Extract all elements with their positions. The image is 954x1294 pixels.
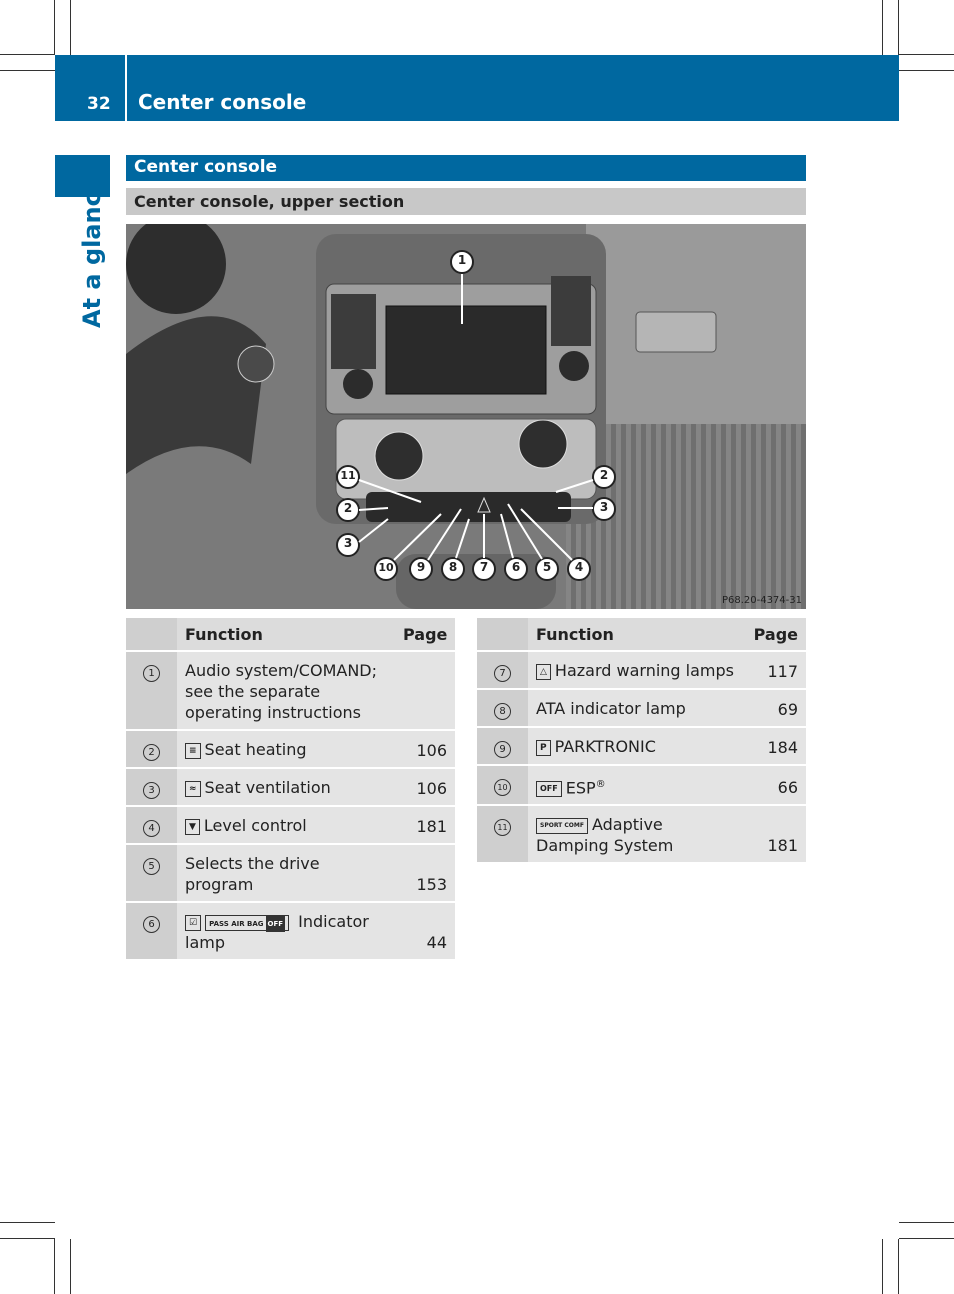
crop-mark	[54, 0, 55, 55]
crop-mark	[70, 1239, 71, 1294]
page-number: 32	[87, 94, 111, 114]
center-console-photo	[126, 224, 806, 609]
table-header-row	[126, 618, 455, 651]
table-row	[477, 727, 806, 765]
page-cell: 106	[395, 730, 455, 768]
function-text: Indicator lamp	[185, 912, 369, 952]
crop-mark	[0, 70, 55, 71]
function-text: Seat ventilation	[204, 778, 331, 797]
function-cell: Selects the drive program	[177, 844, 395, 902]
function-column-header: Function	[177, 618, 395, 651]
item-number: 4	[143, 820, 160, 837]
item-number: 10	[494, 779, 511, 796]
item-number: 2	[143, 744, 160, 761]
level-control-icon: ▼	[185, 819, 200, 835]
item-number: 11	[494, 819, 511, 836]
page-cell: 181	[395, 806, 455, 844]
page-cell	[395, 651, 455, 730]
function-text: Seat heating	[204, 740, 307, 759]
subsection-title: Center console, upper section	[126, 188, 806, 215]
page-cell: 181	[744, 805, 806, 863]
crop-mark	[899, 70, 954, 71]
seat-ventilation-icon: ≈	[185, 781, 201, 797]
badge-text: PASS AIR BAG	[209, 919, 264, 928]
callout-2: 2	[599, 468, 609, 482]
page-cell: 184	[744, 727, 806, 765]
item-number: 3	[143, 782, 160, 799]
item-number: 9	[494, 741, 511, 758]
side-tab-label: At a glance	[78, 175, 106, 328]
function-table-left	[126, 618, 455, 961]
crop-mark	[0, 1238, 55, 1239]
table-row	[126, 730, 455, 768]
page-column-header: Page	[395, 618, 455, 651]
registered-mark: ®	[595, 779, 606, 790]
callout-6: 6	[511, 560, 521, 574]
callout-3: 3	[599, 500, 609, 514]
table-row	[126, 806, 455, 844]
crop-mark	[899, 1222, 954, 1223]
page-cell: 106	[395, 768, 455, 806]
section-title: Center console	[126, 155, 806, 181]
item-number: 7	[494, 665, 511, 682]
function-table-right	[477, 618, 806, 864]
callout-8: 8	[448, 560, 458, 574]
item-number: 1	[143, 665, 160, 682]
function-text: ESP	[565, 778, 596, 798]
airbag-icon: ☑	[185, 915, 201, 931]
crop-mark	[70, 0, 71, 55]
callout-2: 2	[343, 501, 353, 515]
function-column-header: Function	[528, 618, 744, 651]
table-header-row	[477, 618, 806, 651]
item-number: 6	[143, 916, 160, 933]
table-row	[477, 765, 806, 805]
crop-mark	[898, 0, 899, 55]
badge-state: OFF	[266, 916, 286, 932]
console-illustration	[126, 224, 806, 609]
page-cell: 117	[744, 651, 806, 689]
item-number: 5	[143, 858, 160, 875]
table-row	[126, 768, 455, 806]
callout-9: 9	[416, 560, 426, 574]
crop-mark	[0, 1222, 55, 1223]
number-column-header	[126, 618, 177, 651]
parktronic-icon: P	[536, 740, 551, 756]
callout-1: 1	[457, 253, 467, 267]
table-row	[477, 805, 806, 863]
header-divider	[125, 55, 127, 121]
table-row	[126, 844, 455, 902]
pass-airbag-off-badge	[205, 915, 289, 931]
esp-off-icon: OFF	[536, 781, 562, 797]
callout-11: 11	[340, 469, 356, 482]
crop-mark	[898, 1239, 899, 1294]
crop-mark	[882, 0, 883, 55]
table-row	[126, 651, 455, 730]
sport-comf-icon: SPORT COMF	[536, 818, 588, 834]
crop-mark	[54, 1239, 55, 1294]
photo-reference: P68.20-4374-31	[721, 595, 802, 606]
function-cell: ATA indicator lamp	[528, 689, 744, 727]
side-tab	[68, 175, 112, 328]
crop-mark	[899, 54, 954, 55]
callout-3: 3	[343, 536, 353, 550]
page-column-header: Page	[744, 618, 806, 651]
table-row	[477, 651, 806, 689]
function-text: PARKTRONIC	[554, 737, 656, 756]
function-cell: Audio system/COMAND; see the separate operating instructions	[177, 651, 395, 730]
callout-7: 7	[479, 560, 489, 574]
number-column-header	[477, 618, 528, 651]
crop-mark	[0, 54, 55, 55]
callout-5: 5	[542, 560, 552, 574]
crop-mark	[899, 1238, 954, 1239]
table-row	[126, 902, 455, 960]
function-text: Level control	[203, 816, 307, 835]
page-cell: 66	[744, 765, 806, 805]
table-row	[477, 689, 806, 727]
callout-10: 10	[378, 561, 394, 574]
hazard-icon: △	[536, 664, 551, 680]
function-text: Adaptive Damping System	[536, 815, 674, 856]
item-number: 8	[494, 703, 511, 720]
crop-mark	[882, 1239, 883, 1294]
header-title: Center console	[138, 90, 307, 114]
function-text: Hazard warning lamps	[554, 661, 734, 680]
page-cell: 69	[744, 689, 806, 727]
page-cell: 44	[395, 902, 455, 960]
seat-heating-icon: ≡	[185, 743, 201, 759]
callout-4: 4	[574, 560, 584, 574]
page-cell: 153	[395, 844, 455, 902]
